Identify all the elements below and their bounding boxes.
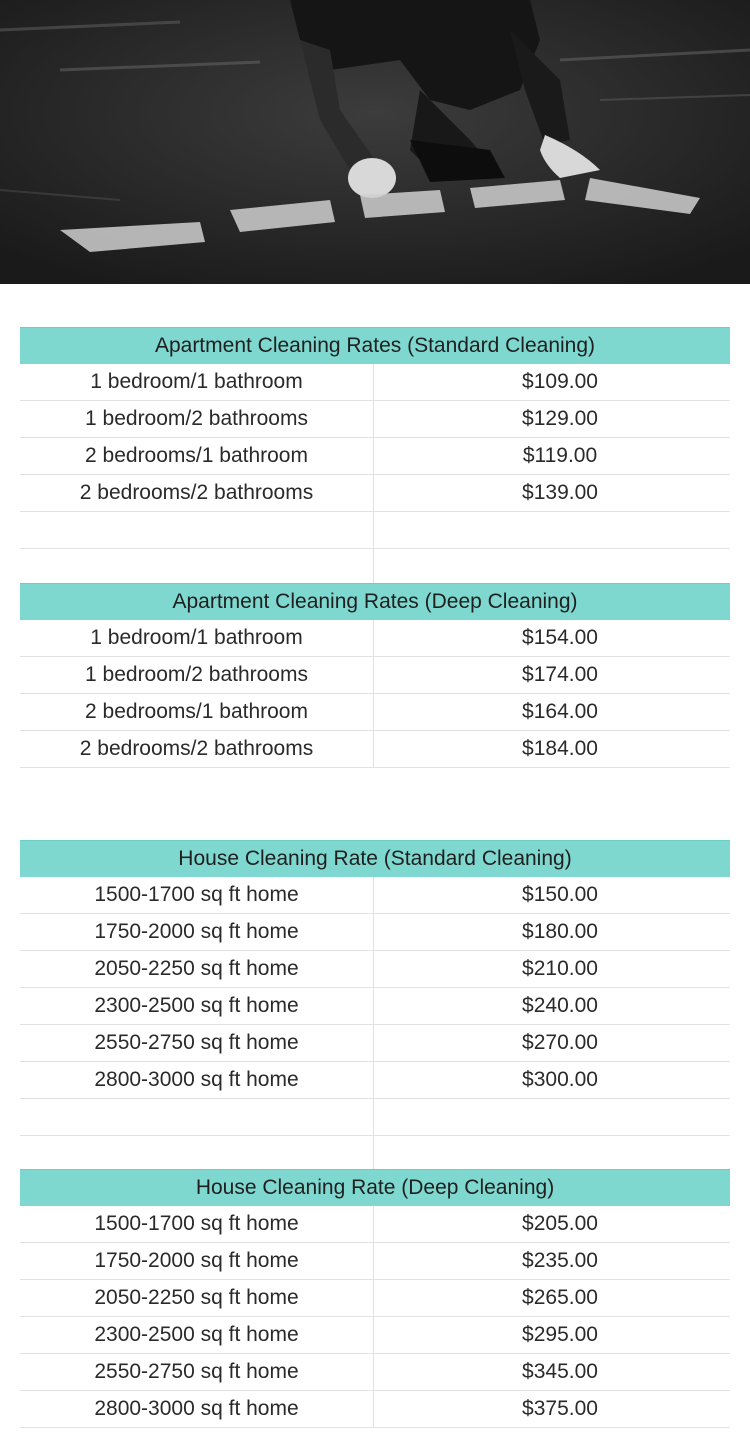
- row-label: 2 bedrooms/1 bathroom: [20, 694, 374, 730]
- row-price: $150.00: [522, 883, 598, 906]
- table-row: [20, 1062, 730, 1099]
- row-price: $154.00: [522, 626, 598, 649]
- row-price: $345.00: [522, 1360, 598, 1383]
- table-header: Apartment Cleaning Rates (Standard Cleaning): [20, 327, 730, 364]
- row-label: 1 bedroom/2 bathrooms: [20, 657, 374, 693]
- row-label: 2300-2500 sq ft home: [20, 1317, 374, 1353]
- row-label: 1500-1700 sq ft home: [20, 877, 374, 913]
- empty-row: [20, 549, 730, 586]
- table-row: [20, 475, 730, 512]
- table-row: [20, 877, 730, 914]
- row-price: $119.00: [522, 444, 598, 467]
- row-price: $240.00: [522, 994, 598, 1017]
- row-label: 2550-2750 sq ft home: [20, 1354, 374, 1390]
- row-label: 2 bedrooms/2 bathrooms: [20, 731, 374, 767]
- table-row: [20, 657, 730, 694]
- row-label: 1 bedroom/1 bathroom: [20, 364, 374, 400]
- row-label: 2550-2750 sq ft home: [20, 1025, 374, 1061]
- table-row: [20, 1354, 730, 1391]
- row-label: 2 bedrooms/2 bathrooms: [20, 475, 374, 511]
- row-price: $109.00: [522, 370, 598, 393]
- row-price: $205.00: [522, 1212, 598, 1235]
- empty-row: [20, 1099, 730, 1136]
- table-row: [20, 620, 730, 657]
- row-price: $174.00: [522, 663, 598, 686]
- row-label: 1 bedroom/1 bathroom: [20, 620, 374, 656]
- table-row: [20, 1243, 730, 1280]
- row-label: 2800-3000 sq ft home: [20, 1391, 374, 1427]
- table-row: [20, 731, 730, 768]
- table-row: [20, 988, 730, 1025]
- row-label: 1 bedroom/2 bathrooms: [20, 401, 374, 437]
- row-price: $265.00: [522, 1286, 598, 1309]
- apartment-standard-table: [20, 327, 730, 586]
- house-standard-table: [20, 840, 730, 1173]
- row-label: 2050-2250 sq ft home: [20, 1280, 374, 1316]
- row-price: $129.00: [522, 407, 598, 430]
- row-label: 1750-2000 sq ft home: [20, 1243, 374, 1279]
- apartment-deep-table: [20, 583, 730, 768]
- row-price: $139.00: [522, 481, 598, 504]
- table-row: [20, 694, 730, 731]
- empty-row: [20, 1136, 730, 1173]
- table-row: [20, 1206, 730, 1243]
- table-header: House Cleaning Rate (Deep Cleaning): [20, 1169, 730, 1206]
- table-header: Apartment Cleaning Rates (Deep Cleaning): [20, 583, 730, 620]
- row-price: $164.00: [522, 700, 598, 723]
- house-deep-table: [20, 1169, 730, 1428]
- table-row: [20, 1317, 730, 1354]
- row-label: 2300-2500 sq ft home: [20, 988, 374, 1024]
- row-price: $270.00: [522, 1031, 598, 1054]
- row-label: 2050-2250 sq ft home: [20, 951, 374, 987]
- table-row: [20, 438, 730, 475]
- row-price: $235.00: [522, 1249, 598, 1272]
- table-row: [20, 1391, 730, 1428]
- row-label: 2 bedrooms/1 bathroom: [20, 438, 374, 474]
- table-row: [20, 914, 730, 951]
- row-label: 1750-2000 sq ft home: [20, 914, 374, 950]
- empty-row: [20, 512, 730, 549]
- table-row: [20, 1280, 730, 1317]
- table-row: [20, 1025, 730, 1062]
- row-price: $210.00: [522, 957, 598, 980]
- row-price: $300.00: [522, 1068, 598, 1091]
- hero-image: [0, 0, 750, 284]
- row-price: $295.00: [522, 1323, 598, 1346]
- table-row: [20, 401, 730, 438]
- row-label: 1500-1700 sq ft home: [20, 1206, 374, 1242]
- row-label: 2800-3000 sq ft home: [20, 1062, 374, 1098]
- table-row: [20, 364, 730, 401]
- runner-photo-icon: [0, 0, 750, 284]
- row-price: $180.00: [522, 920, 598, 943]
- row-price: $184.00: [522, 737, 598, 760]
- table-header: House Cleaning Rate (Standard Cleaning): [20, 840, 730, 877]
- row-price: $375.00: [522, 1397, 598, 1420]
- table-row: [20, 951, 730, 988]
